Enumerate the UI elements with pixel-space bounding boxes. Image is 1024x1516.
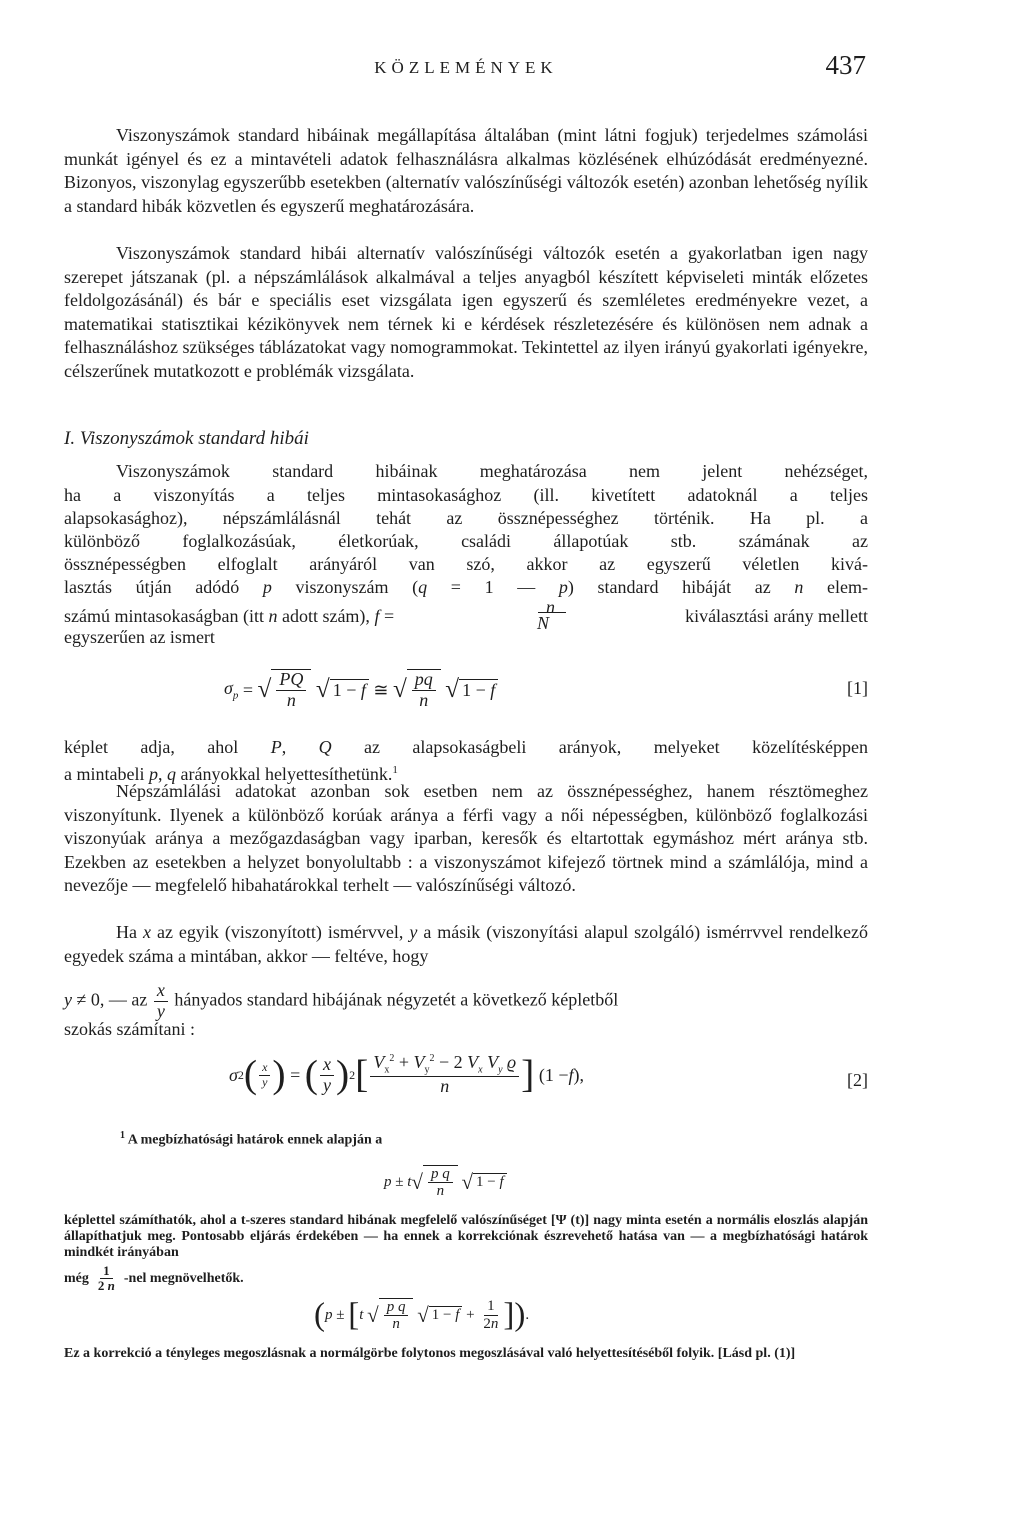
equation-1: $\sigma_p$ = √ $\frac{PQ}{n}$ √ 1 − f ≅ √ $\frac{pq}{n}$ √ 1 − f: [224, 660, 784, 720]
section-paragraph-2: Népszámlálási adatokat azonban sok esetben nem az össznépességhez, hanem résztömeghez viszonyítunk. Ilyenek a különböző korúak aránya a férfi vagy a női népességben, különböző foglalkozási viszonyúak aránya a mezőgazdaságban vagy iparban, keresők és eltartottak egymáshoz mért aránya stb. Ezekben az esetekben a helyzet bonyolultabb : a viszonyszámot kifejező törtnek mind a számlálója, mind a nevezője — megfelelő hibahatárokkal terhelt — valószínűségi változó.: [64, 781, 868, 896]
text-line-with-math: képlet adja, ahol P, Q az alapsokaságbeli arányok, melyeket közelítésképpen: [64, 737, 869, 757]
page: [64, 0, 868, 1516]
text-line: ha a viszonyítás a teljes mintasokasághoz (ill. kivetített adatoknál a teljes: [64, 485, 868, 505]
text-line-with-math: a mintabeli p, q arányokkal helyettesíthetünk.$^1$: [64, 764, 398, 784]
text-line-with-math: y ≠ 0, — az $\frac{x}{y}$ hányados standard hibájának négyzetét a következő képletből: [64, 980, 619, 1021]
intro-paragraph-2: Viszonyszámok standard hibái alternatív valószínűségi változók esetén a gyakorlatban igen nagy szerepet játszanak (pl. a népszámlálások alkalmával a teljes anyagból készített képviseleti minták előzetes feldolgozásánál) és bár e speciális eset vizsgálata igen egyszerű és szemléletes eredményekre vezet, a matematikai statisztikai kézikönyvek nem térnek ki e kérdések részletezésére és különösen nem adnak a felhasználáshoz szükséges táblázatokat vagy nomogrammokat. Tekintettel az ilyen irányú gyakorlati igényekre, célszerűnek mutatkozott e problémák vizsgálata.: [64, 243, 868, 381]
equation-number: [2]: [847, 1070, 868, 1090]
text-fragment: kiválasztási arány mellett: [685, 606, 868, 626]
equation-number: [1]: [847, 678, 868, 698]
page-number: 437: [825, 50, 866, 80]
footnote-formula-1: p ± t √ $\frac{\text{p q}}{n}$ √ 1 − f: [384, 1158, 624, 1206]
math-fraction-denominator: N: [537, 613, 550, 633]
intro-paragraph-1: Viszonyszámok standard hibáinak megállapítása általában (mint látni fogjuk) terjedelmes számolási munkát igényel és ez a mintavételi adatok felhasználásra alkalmas közlésének elhúzódását eredményezné. Bizonyos, viszonylag egyszerűbb esetekben (alternatív valószínűségi változók esetén) azonban lehetőség nyílik a standard hibák közvetlen és egyszerű meghatározására.: [64, 125, 868, 216]
text-line: szokás számítani :: [64, 1019, 195, 1039]
footnote-line-1: $^1$ A megbízhatósági határok ennek alapján a: [120, 1130, 383, 1148]
text-line: egyszerűen az ismert: [64, 627, 215, 647]
section-number: I.: [64, 428, 76, 449]
footnote-line-2: még $\frac{1}{2 n}$ -nel megnövelhetők.: [64, 1263, 244, 1294]
section-heading: [64, 428, 309, 450]
text-line-with-math: számú mintasokaságban (itt n adott szám), f =: [64, 606, 395, 626]
text-line: alapsokasághoz), népszámlálásnál tehát az össznépességhez történik. Ha pl. a: [64, 508, 868, 528]
running-header: KÖZLEMÉNYEK: [374, 58, 558, 77]
text-line: Viszonyszámok standard hibáinak meghatározása nem jelent nehézséget,: [116, 461, 868, 481]
text-line: össznépességben elfoglalt arányáról van szó, akkor az egyszerű véletlen kivá-: [64, 554, 868, 574]
text-line: különböző foglalkozásúak, életkorúak, családi állapotúak stb. számának az: [64, 531, 868, 551]
footnote-paragraph-3: Ez a korrekció a tényleges megoszlásnak a normálgörbe folytonos megoszlásával való helyettesítéséből folyik. [Lásd pl. (1)]: [64, 1346, 796, 1361]
equation-2: σ 2 ( $\frac{x}{y}$ ) = ( $\frac{x}{y}$ ) 2 [ $\frac{V_x^2 + V_y^2 - 2 V_x V_y ϱ}{n}$ ] (1 − f ),: [229, 1052, 585, 1097]
footnote-paragraph-1: képlettel számíthatók, ahol a t-szeres standard hibának megfelelő valószínűséget [Ψ (t)] nagy minta esetén a normális eloszlás alapján állapíthatjuk meg. Pontosabb eljárás érdekében — ha ennek a korrekciónak észrevehető hatása van — a megbízhatósági határok mindkét irányában: [64, 1213, 868, 1260]
section-paragraph-3: Ha x az egyik (viszonyított) ismérvvel, y a másik (viszonyítási alapul szolgáló) ismérrvvel rendelkező egyedek száma a mintában, akkor — feltéve, hogy: [64, 922, 869, 966]
section-title: Viszonyszámok standard hibái: [79, 428, 309, 449]
footnote-formula-2: ( p ± [ t √ $\frac{\text{p q}}{n}$ √ 1 − f + $\frac{1}{2n}$ ] ) .: [314, 1296, 530, 1333]
math-fraction-numerator: n: [546, 597, 555, 617]
text-line-with-math: lasztás útján adódó p viszonyszám (q = 1 — p) standard hibáját az n elem-: [64, 577, 868, 597]
